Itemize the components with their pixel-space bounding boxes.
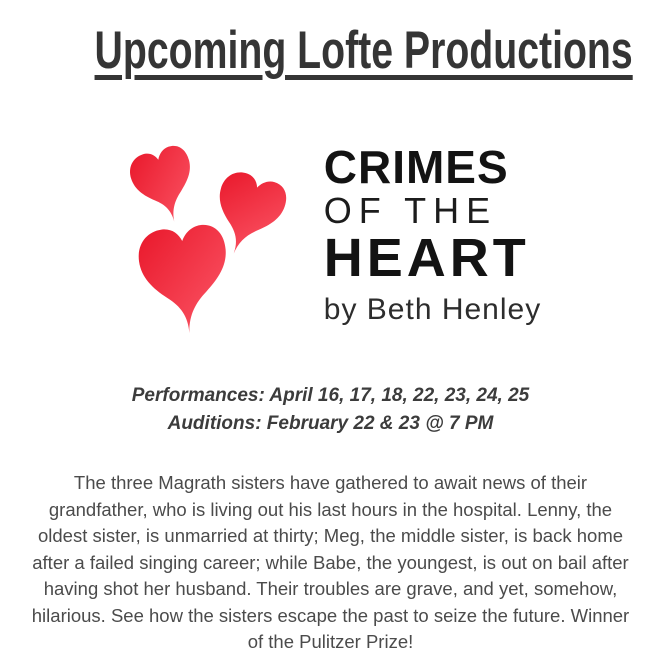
logo-title-line-of-the: OF THE (323, 189, 498, 231)
logo-byline: by Beth Henley (323, 293, 542, 327)
heart-bottom (135, 221, 236, 338)
logo-title-line-crimes: CRIMES (323, 140, 509, 193)
page-title: Upcoming Lofte Productions (94, 21, 633, 80)
production-description: The three Magrath sisters have gathered to await news of their grandfather, who is living out his last hours in the hospital. Lenny, the oldest sister, is unmarried at thirty; Meg, the middle sister, is back home after a failed singing career; while Babe, the youngest, is out on bail after having shot her husband. Their troubles are grave, and yet, somehow, hilarious. See how the sisters escape the past to seize the future. Winner of the Pulitzer Prize! (31, 472, 630, 652)
performances-dates: Performances: April 16, 17, 18, 22, 23, 24, 25 (131, 385, 530, 406)
auditions-dates: Auditions: February 22 & 23 @ 7 PM (167, 413, 494, 434)
heart-top-left (125, 141, 206, 230)
logo-wordmark (323, 140, 542, 327)
logo-title-line-heart: HEART (323, 228, 530, 289)
three-hearts-icon (120, 133, 310, 338)
production-logo (0, 133, 661, 338)
page-header (0, 20, 661, 81)
schedule-block (0, 382, 661, 438)
